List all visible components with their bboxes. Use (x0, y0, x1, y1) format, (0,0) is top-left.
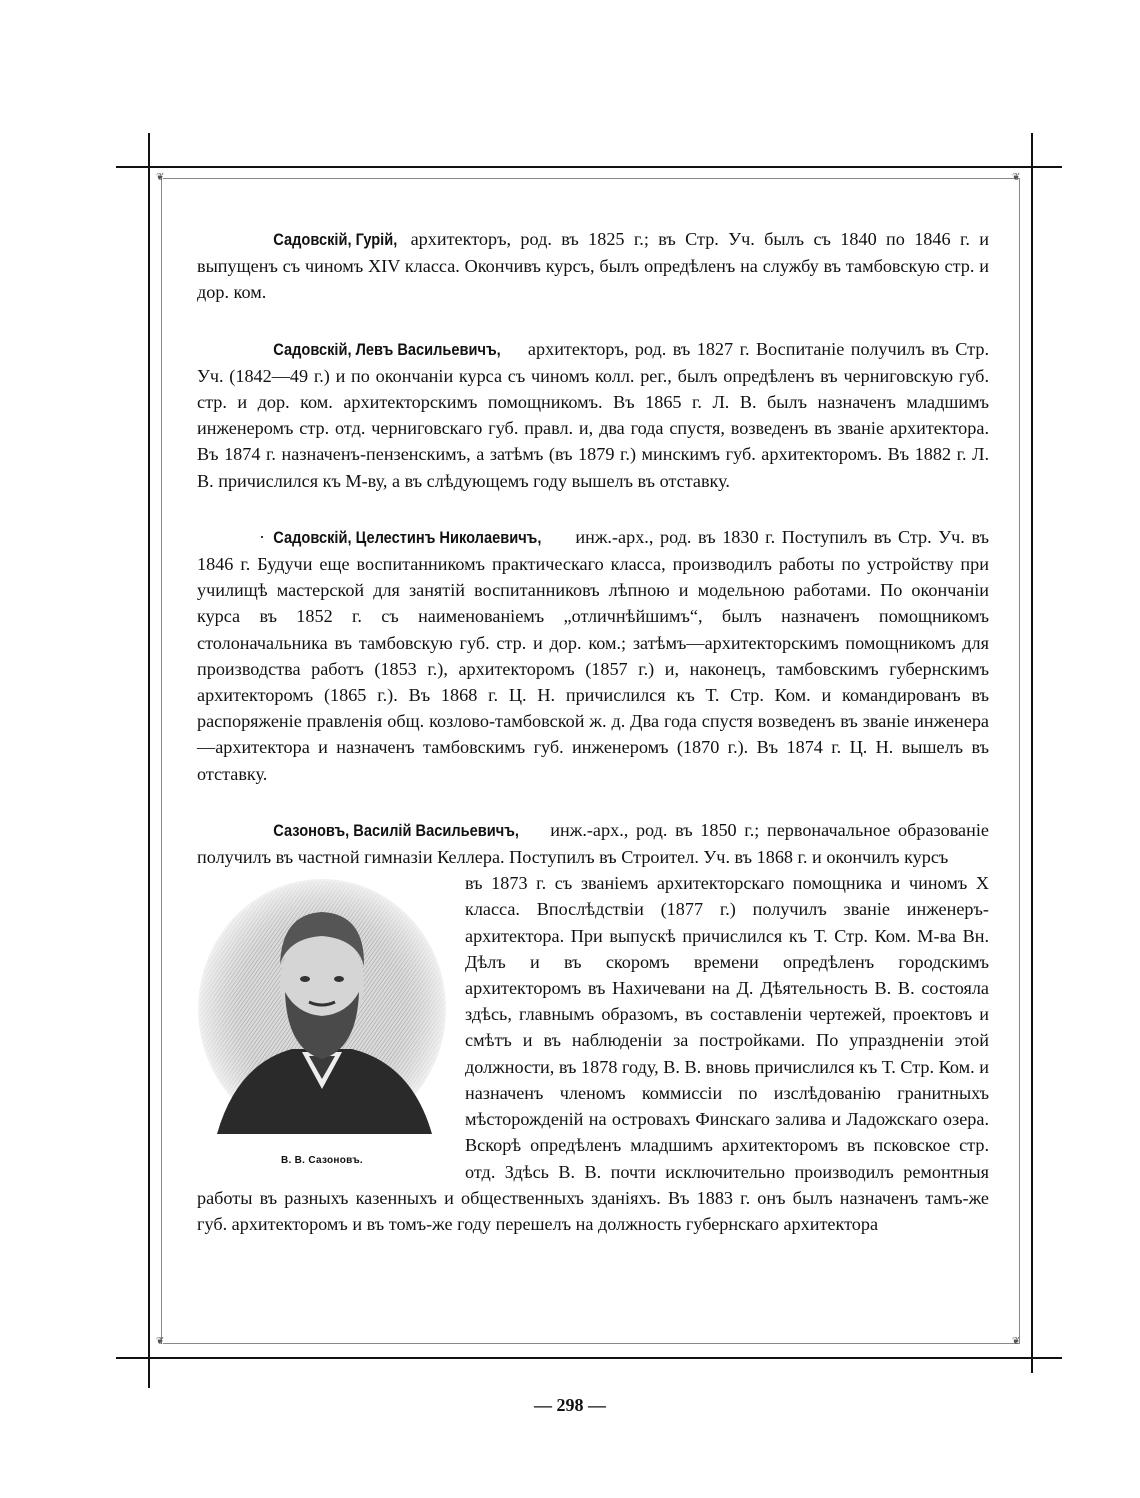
inner-top-rule (163, 178, 1019, 179)
frame-right-rule (1031, 133, 1033, 1373)
entry-name: Садовскій, Гурій, (273, 230, 398, 249)
entry-name: Садовскій, Левъ Васильевичъ, (273, 339, 501, 359)
page-content (197, 226, 989, 1237)
entry-text-part-2: въ 1873 г. съ званіемъ архитекторскаго помощника и чиномъ X класса. Впослѣдствіи (1877 г.) получилъ званіе инженеръ-архитектора. При выпускѣ причислился къ Т. Стр. Ком. М-ва Вн. Дѣлъ и въ скоромъ времени опредѣленъ городскимъ архитекторомъ въ Нахичевани на Д. Дѣятельность В. В. состояла здѣсь, главнымъ образомъ, въ составленіи чертежей, проектовъ и смѣтъ и въ наблюденіи за постройками. По упраздненіи этой должности, въ 1878 году, В. В. вновь причислился къ Т. Стр. Ком. и назначенъ членомъ коммиссіи по изслѣдованію гранитныхъ мѣсторожденій на островахъ Финскаго залива и Ладожскаго озера. Вскорѣ опредѣленъ младшимъ архитекторомъ въ псковское стр. отд. Здѣсь В. В. почти исключительно производилъ ремонтныя работы въ разныхъ казенныхъ и общественныхъ зданіяхъ. Въ 1883 г. онъ былъ назначенъ тамъ-же губ. архитекторомъ и въ томъ-же году перешелъ на должность губернскаго архитектора (197, 873, 989, 1234)
entry-name: Сазоновъ, Василій Васильевичъ, (273, 820, 519, 840)
inner-right-rule (1019, 178, 1020, 1344)
frame-left-rule (148, 133, 150, 1388)
entry-text: инж.-арх., род. въ 1830 г. Поступилъ въ Стр. Уч. въ 1846 г. Будучи еще воспитанникомъ практическаго класса, производилъ работы по устройству при училищѣ мастерской для занятій воспитанниковъ лѣпною и модельною работами. По окончаніи курса въ 1852 г. съ наименованіемъ „отличнѣйшимъ“, былъ назначенъ помощникомъ столоначальника въ тамбовскую губ. стр. и дор. ком.; затѣмъ—архитекторскимъ помощникомъ для производства работъ (1853 г.), архитекторомъ (1857 г.) и, наконецъ, тамбовскимъ губернскимъ архитекторомъ (1865 г.). Въ 1868 г. Ц. Н. причислился къ Т. Стр. Ком. и командированъ въ распоряженіе правленія общ. козлово-тамбовской ж. д. Два года спустя возведенъ въ званіе инженера—архитектора и назначенъ тамбовскимъ губ. инженеромъ (1870 г.). Въ 1874 г. Ц. Н. вышелъ въ отставку. (197, 526, 989, 784)
portrait-image (197, 874, 447, 1134)
entry-text: архитекторъ, род. въ 1827 г. Воспитаніе получилъ въ Стр. Уч. (1842—49 г.) и по окончаніи курса съ чиномъ колл. рег., былъ опредѣленъ въ черниговскую губ. стр. и дор. ком. архитекторскимъ помощникомъ. Въ 1865 г. Л. В. былъ назначенъ младшимъ инженеромъ стр. отд. черниговскаго губ. правл. и, два года спустя, возведенъ въ званіе архитектора. Въ 1874 г. назначенъ-пензенскимъ, а затѣмъ (въ 1879 г.) минскимъ губ. архитекторомъ. Въ 1882 г. Л. В. причислился къ М-ву, а въ слѣдующемъ году вышелъ въ отставку. (197, 338, 989, 491)
portrait-caption: В. В. Сазоновъ. (280, 1155, 364, 1167)
corner-ornament-top-left: ❦ (156, 172, 165, 183)
inner-left-rule (161, 178, 162, 1344)
entry-text-part-1: инж.-арх., род. въ 1850 г.; первоначальное образованіе получилъ въ частной гимназіи Келлера. Поступилъ въ Строител. Уч. въ 1868 г. и окончилъ курсъ (197, 819, 989, 868)
corner-ornament-bottom-left: ❦ (156, 1336, 165, 1347)
entry-sadovsky-tselestin: · Садовскій, Целестинъ Николаевичъ, инж.-арх., род. въ 1830 г. Поступилъ въ Стр. Уч. въ 1846 г. Будучи еще воспитанникомъ практическаго класса, производилъ работы по устройству при училищѣ мастерской для занятій воспитанниковъ лѣпною и модельною работами. По окончаніи курса въ 1852 г. съ наименованіемъ „отличнѣйшимъ“, былъ назначенъ помощникомъ столоначальника въ тамбовскую губ. стр. и дор. ком.; затѣмъ—архитекторскимъ помощникомъ для производства работъ (1853 г.), архитекторомъ (1857 г.) и, наконецъ, тамбовскимъ губернскимъ архитекторомъ (1865 г.). Въ 1868 г. Ц. Н. причислился къ Т. Стр. Ком. и командированъ въ распоряженіе правленія общ. козлово-тамбовской ж. д. Два года спустя возведенъ въ званіе инженера—архитектора и назначенъ тамбовскимъ губ. инженеромъ (1870 г.). Въ 1874 г. Ц. Н. вышелъ въ отставку. (197, 526, 989, 784)
portrait-figure (197, 874, 447, 1174)
entry-sadovsky-lev (197, 336, 989, 494)
entry-sazonov-vasiliy (197, 817, 989, 1237)
entry-text: архитекторъ, род. въ 1825 г.; въ Стр. Уч. былъ съ 1840 по 1846 г. и выпущенъ съ чиномъ XIV класса. Окончивъ курсъ, былъ опредѣленъ на службу въ тамбовскую стр. и дор. ком. (197, 229, 989, 303)
corner-ornament-bottom-right: ❦ (1012, 1336, 1021, 1347)
entry-sadovsky-guriy (197, 226, 989, 306)
corner-ornament-top-right: ❦ (1012, 172, 1021, 183)
page-number: — 298 — (534, 1395, 606, 1415)
frame-bottom-rule (116, 1357, 1062, 1359)
frame-top-rule (116, 166, 1062, 168)
inner-bottom-rule (163, 1343, 1019, 1344)
entry-name: Садовскій, Целестинъ Николаевичъ, (273, 527, 542, 547)
